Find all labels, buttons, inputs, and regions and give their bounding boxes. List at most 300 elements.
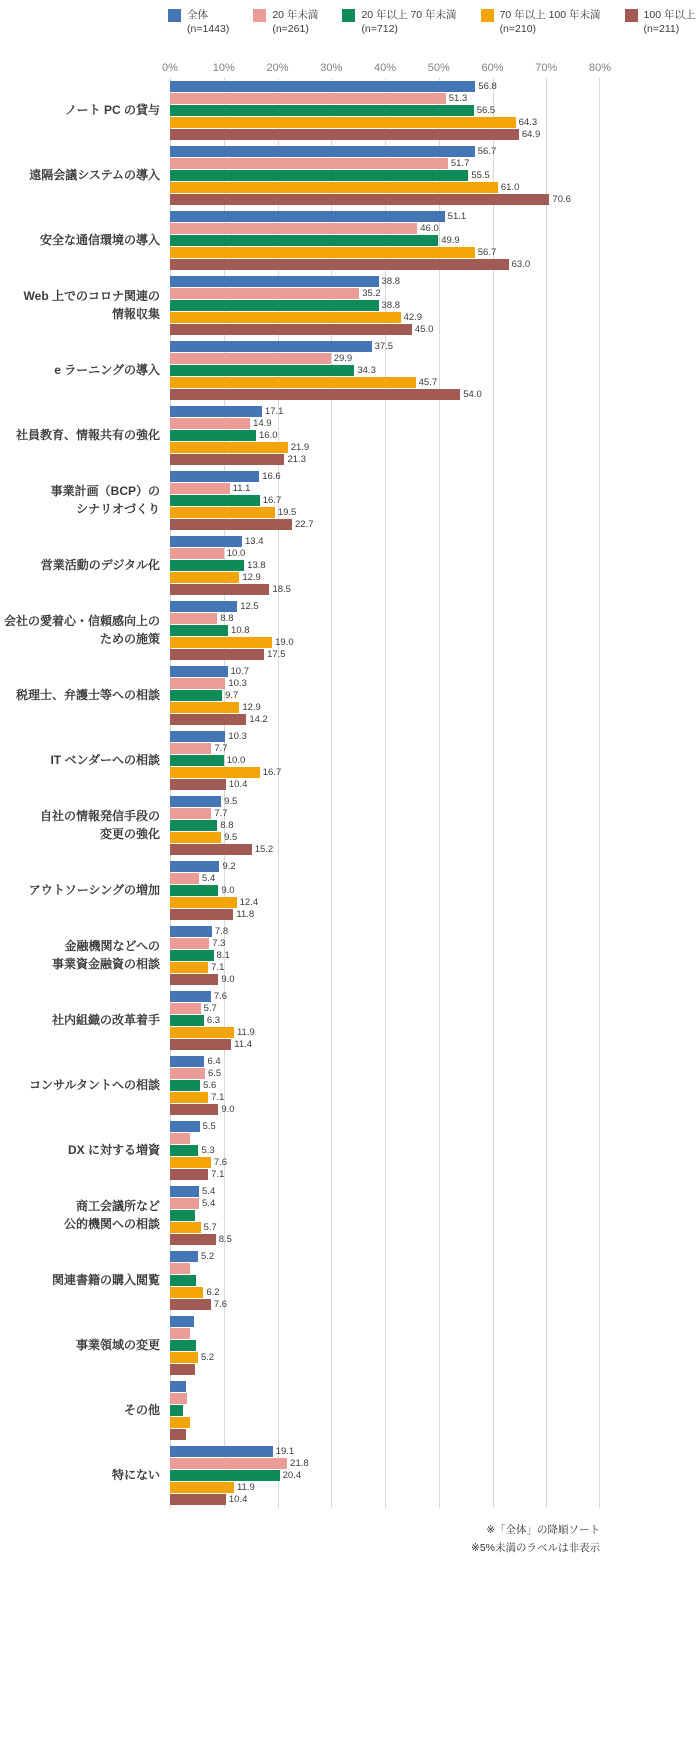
bar-value-label: 19.0 bbox=[275, 636, 294, 648]
bar-group bbox=[170, 796, 600, 856]
bar-value-label: 56.7 bbox=[477, 246, 497, 258]
bar bbox=[170, 1067, 222, 1079]
bar-value-label: 7.6 bbox=[213, 1156, 228, 1168]
category-label bbox=[0, 938, 170, 973]
category-label-line: シナリオづくり bbox=[76, 501, 160, 516]
legend-series-name: 100 年以上 bbox=[643, 9, 696, 21]
bar bbox=[170, 1316, 194, 1327]
bar-value-label: 10.3 bbox=[228, 730, 247, 742]
bar bbox=[170, 1263, 190, 1274]
category-label-line: ための施策 bbox=[99, 631, 160, 646]
bar-value-label: 9.2 bbox=[222, 860, 236, 872]
bar-value-label: 21.8 bbox=[290, 1457, 309, 1469]
bar-group bbox=[170, 81, 600, 141]
bar bbox=[170, 169, 490, 181]
bar-value-label: 5.7 bbox=[203, 1221, 217, 1233]
bar bbox=[170, 222, 439, 234]
bar-value-label: 12.9 bbox=[242, 571, 261, 583]
legend-label bbox=[187, 8, 229, 36]
category-label bbox=[0, 362, 170, 379]
category-label-line: 安全な通信環境の導入 bbox=[39, 233, 160, 248]
bar bbox=[170, 287, 381, 299]
bar-value-label: 6.2 bbox=[206, 1286, 220, 1298]
bar bbox=[170, 145, 497, 157]
chart-row bbox=[0, 468, 700, 533]
category-label-line: 社員教育、情報共有の強化 bbox=[15, 428, 160, 443]
bar-value-label: 14.9 bbox=[253, 417, 272, 429]
bar bbox=[170, 908, 255, 920]
x-axis-tick-label: 0% bbox=[162, 62, 178, 75]
bar bbox=[170, 624, 250, 636]
bar-value-label: 7.1 bbox=[211, 1168, 225, 1180]
bar bbox=[170, 583, 291, 595]
chart-row bbox=[0, 728, 700, 793]
chart-row bbox=[0, 988, 700, 1053]
bar-value-label: 38.8 bbox=[381, 299, 401, 311]
bar-value-label: 18.5 bbox=[272, 583, 291, 595]
category-label-line: e ラーニングの導入 bbox=[54, 363, 160, 378]
bar-value-label: 19.5 bbox=[277, 506, 297, 518]
bar bbox=[170, 323, 434, 335]
bar-value-label: 11.1 bbox=[232, 482, 251, 494]
bar-value-label: 7.7 bbox=[214, 742, 228, 754]
plot-area bbox=[0, 78, 700, 1508]
legend-item bbox=[253, 8, 318, 36]
legend-item bbox=[168, 8, 229, 36]
bar-value-label: 45.7 bbox=[418, 376, 438, 388]
bar bbox=[170, 571, 261, 583]
legend-label bbox=[500, 8, 601, 36]
bar-value-label: 16.7 bbox=[262, 766, 282, 778]
bar bbox=[170, 405, 284, 417]
bar-value-label: 14.2 bbox=[249, 713, 268, 725]
bar-group bbox=[170, 1381, 600, 1441]
bar bbox=[170, 843, 274, 855]
bar bbox=[170, 1103, 235, 1115]
chart-row bbox=[0, 1183, 700, 1248]
bar-value-label: 10.4 bbox=[228, 778, 248, 790]
bar bbox=[170, 193, 571, 205]
x-axis-tick-label: 50% bbox=[427, 62, 450, 75]
bar-value-label: 17.1 bbox=[264, 405, 284, 417]
bar-value-label: 51.1 bbox=[447, 210, 467, 222]
chart-row bbox=[0, 1053, 700, 1118]
bar-value-label: 7.6 bbox=[213, 1298, 228, 1310]
bar bbox=[170, 1393, 187, 1404]
category-label bbox=[0, 1467, 170, 1484]
chart-row bbox=[0, 793, 700, 858]
bar bbox=[170, 1038, 253, 1050]
bar bbox=[170, 778, 248, 790]
bar-value-label: 6.5 bbox=[207, 1067, 222, 1079]
bar-value-label: 56.5 bbox=[476, 104, 496, 116]
chart-rows bbox=[0, 78, 700, 1508]
x-axis-tick-label: 30% bbox=[320, 62, 343, 75]
bar bbox=[170, 1417, 190, 1428]
bar bbox=[170, 1364, 195, 1375]
category-label bbox=[0, 232, 170, 249]
chart-row bbox=[0, 403, 700, 468]
bar bbox=[170, 1286, 220, 1298]
category-label bbox=[0, 752, 170, 769]
bar bbox=[170, 535, 264, 547]
bar bbox=[170, 612, 234, 624]
bar-value-label: 19.1 bbox=[275, 1445, 295, 1457]
bar bbox=[170, 1233, 232, 1245]
bar bbox=[170, 990, 228, 1002]
category-label-line: その他 bbox=[123, 1403, 160, 1418]
bar-value-label: 37.5 bbox=[374, 340, 394, 352]
bar-value-label: 8.8 bbox=[220, 612, 234, 624]
bar bbox=[170, 104, 496, 116]
bar-value-label: 10.7 bbox=[230, 665, 249, 677]
bar bbox=[170, 1445, 295, 1457]
category-label-line: DX に対する増資 bbox=[67, 1143, 160, 1158]
category-label-line: 関連書籍の購入閲覧 bbox=[51, 1273, 160, 1288]
bar-value-label: 17.5 bbox=[267, 648, 286, 660]
bar bbox=[170, 831, 238, 843]
bar-value-label: 46.0 bbox=[420, 222, 439, 234]
bar bbox=[170, 1079, 217, 1091]
bar-value-label: 5.2 bbox=[200, 1351, 215, 1363]
category-label bbox=[0, 808, 170, 843]
bar-value-label: 13.4 bbox=[245, 535, 264, 547]
bar bbox=[170, 1144, 215, 1156]
bar bbox=[170, 559, 266, 571]
bar-value-label: 10.3 bbox=[228, 677, 247, 689]
category-label-line: 事業領域の変更 bbox=[75, 1338, 160, 1353]
bar-group bbox=[170, 276, 600, 336]
bar-value-label: 5.3 bbox=[201, 1144, 215, 1156]
bar-value-label: 7.3 bbox=[212, 937, 226, 949]
legend-item bbox=[625, 8, 696, 36]
bar-group bbox=[170, 1316, 600, 1376]
category-label bbox=[0, 1198, 170, 1233]
bar bbox=[170, 1328, 190, 1339]
bar-value-label: 16.0 bbox=[259, 429, 278, 441]
bar-value-label: 11.9 bbox=[236, 1026, 255, 1038]
bar bbox=[170, 677, 247, 689]
bar bbox=[170, 925, 229, 937]
bar-value-label: 35.2 bbox=[362, 287, 381, 299]
bar bbox=[170, 600, 259, 612]
bar bbox=[170, 1298, 228, 1310]
bar-value-label: 10.4 bbox=[228, 1493, 248, 1505]
chart-row bbox=[0, 208, 700, 273]
bar bbox=[170, 1055, 221, 1067]
bar-group bbox=[170, 211, 600, 271]
legend-label bbox=[272, 8, 318, 36]
bar-value-label: 13.8 bbox=[247, 559, 266, 571]
bar-group bbox=[170, 861, 600, 921]
bar bbox=[170, 701, 261, 713]
bar bbox=[170, 1210, 195, 1221]
bar-group bbox=[170, 1251, 600, 1311]
bar-value-label: 9.0 bbox=[221, 973, 235, 985]
chart-row bbox=[0, 858, 700, 923]
bar bbox=[170, 388, 482, 400]
legend-swatch bbox=[481, 9, 494, 22]
chart-row bbox=[0, 338, 700, 403]
bar bbox=[170, 766, 282, 778]
category-label-line: 公的機関への相談 bbox=[63, 1216, 160, 1231]
bar bbox=[170, 376, 438, 388]
bar-value-label: 64.3 bbox=[518, 116, 538, 128]
bar-value-label: 29.9 bbox=[333, 352, 353, 364]
category-label-line: IT ベンダーへの相談 bbox=[50, 753, 160, 768]
bar bbox=[170, 547, 246, 559]
category-label-line: アウトソーシングの増加 bbox=[28, 883, 160, 898]
bar bbox=[170, 1405, 183, 1416]
category-label-line: 営業活動のデジタル化 bbox=[40, 558, 160, 573]
bar-value-label: 56.8 bbox=[478, 80, 497, 92]
bar-value-label: 49.9 bbox=[441, 234, 460, 246]
x-axis-tick-label: 10% bbox=[212, 62, 235, 75]
bar-value-label: 64.9 bbox=[521, 128, 541, 140]
category-label-line: 事業計画（BCP）の bbox=[50, 484, 160, 499]
bar-group bbox=[170, 471, 600, 531]
chart-row bbox=[0, 533, 700, 598]
bar bbox=[170, 352, 353, 364]
chart-row bbox=[0, 1118, 700, 1183]
category-label-line: 事業資金融資の相談 bbox=[51, 956, 160, 971]
bar bbox=[170, 648, 286, 660]
bar-value-label: 10.0 bbox=[226, 547, 246, 559]
category-label bbox=[0, 483, 170, 518]
bar-value-label: 15.2 bbox=[254, 843, 274, 855]
bar-value-label: 56.7 bbox=[477, 145, 497, 157]
bar-value-label: 22.7 bbox=[295, 518, 314, 530]
bar bbox=[170, 80, 497, 92]
bar-value-label: 16.6 bbox=[262, 470, 281, 482]
category-label-line: コンサルタントへの相談 bbox=[29, 1078, 160, 1093]
chart-row bbox=[0, 273, 700, 338]
bar bbox=[170, 1197, 216, 1209]
bar bbox=[170, 234, 460, 246]
bar bbox=[170, 275, 401, 287]
bar bbox=[170, 1429, 186, 1440]
bar-value-label: 6.4 bbox=[207, 1055, 221, 1067]
bar-group bbox=[170, 146, 600, 206]
bar bbox=[170, 210, 467, 222]
legend-series-n: (n=211) bbox=[643, 23, 680, 36]
bar-value-label: 6.3 bbox=[206, 1014, 221, 1026]
bar-value-label: 5.7 bbox=[203, 1002, 217, 1014]
x-axis-tick-label: 80% bbox=[588, 62, 612, 75]
bar bbox=[170, 937, 226, 949]
chart-row bbox=[0, 1248, 700, 1313]
bar-value-label: 12.5 bbox=[240, 600, 259, 612]
bar bbox=[170, 1185, 216, 1197]
legend-series-name: 全体 bbox=[187, 9, 208, 21]
bar-value-label: 70.6 bbox=[552, 193, 571, 205]
bar-value-label: 5.6 bbox=[203, 1079, 217, 1091]
bar bbox=[170, 742, 228, 754]
footnote-label-threshold: ※5%未満のラベルは非表示 bbox=[471, 1542, 600, 1555]
bar bbox=[170, 884, 235, 896]
bar bbox=[170, 417, 272, 429]
legend-swatch bbox=[625, 9, 638, 22]
bar-value-label: 63.0 bbox=[511, 258, 531, 270]
legend-label bbox=[644, 8, 696, 36]
category-label-line: 自社の情報発信手段の bbox=[39, 809, 160, 824]
bar-value-label: 10.0 bbox=[226, 754, 246, 766]
bar bbox=[170, 429, 278, 441]
bar-value-label: 10.8 bbox=[231, 624, 250, 636]
footnote-sort-order: ※「全体」の降順ソート bbox=[486, 1524, 600, 1537]
bar bbox=[170, 1340, 196, 1351]
legend-item bbox=[481, 8, 601, 36]
legend-series-n: (n=1443) bbox=[187, 23, 230, 36]
bar bbox=[170, 453, 306, 465]
legend-swatch bbox=[168, 9, 181, 22]
bar-group bbox=[170, 1121, 600, 1181]
bar-value-label: 5.5 bbox=[202, 1120, 216, 1132]
bar-value-label: 12.4 bbox=[239, 896, 259, 908]
bar bbox=[170, 819, 234, 831]
bar bbox=[170, 1091, 225, 1103]
category-label bbox=[0, 1402, 170, 1419]
x-axis-tick-label: 70% bbox=[535, 62, 558, 75]
category-label bbox=[0, 1337, 170, 1354]
bar bbox=[170, 128, 541, 140]
bar bbox=[170, 518, 314, 530]
bar bbox=[170, 494, 282, 506]
bar bbox=[170, 1493, 248, 1505]
category-label bbox=[0, 1077, 170, 1094]
bar-value-label: 42.9 bbox=[403, 311, 423, 323]
bar bbox=[170, 754, 246, 766]
bar bbox=[170, 311, 423, 323]
bar bbox=[170, 1156, 228, 1168]
bar bbox=[170, 246, 497, 258]
bar-group bbox=[170, 1056, 600, 1116]
bar bbox=[170, 689, 239, 701]
bar-group bbox=[170, 991, 600, 1051]
category-label bbox=[0, 102, 170, 119]
chart-row bbox=[0, 1443, 700, 1508]
bar bbox=[170, 441, 310, 453]
bar bbox=[170, 896, 259, 908]
bar bbox=[170, 961, 225, 973]
bar bbox=[170, 1381, 186, 1392]
chart-row bbox=[0, 663, 700, 728]
bar bbox=[170, 116, 538, 128]
bar bbox=[170, 258, 531, 270]
bar bbox=[170, 299, 401, 311]
bar bbox=[170, 1469, 302, 1481]
bar-group bbox=[170, 536, 600, 596]
bar bbox=[170, 949, 230, 961]
bar bbox=[170, 340, 394, 352]
bar-value-label: 61.0 bbox=[500, 181, 520, 193]
category-label bbox=[0, 167, 170, 184]
bar bbox=[170, 482, 251, 494]
chart-row bbox=[0, 78, 700, 143]
legend-series-name: 20 年以上 70 年未満 bbox=[361, 9, 457, 21]
bar bbox=[170, 157, 470, 169]
legend-series-n: (n=210) bbox=[499, 23, 537, 36]
bar-group bbox=[170, 1446, 600, 1506]
bar bbox=[170, 1351, 215, 1363]
bar-value-label: 54.0 bbox=[463, 388, 482, 400]
bar-value-label: 8.1 bbox=[216, 949, 230, 961]
bar-value-label: 9.5 bbox=[224, 795, 238, 807]
bar bbox=[170, 860, 236, 872]
category-label bbox=[0, 427, 170, 444]
bar-value-label: 7.6 bbox=[213, 990, 228, 1002]
bar-value-label: 21.3 bbox=[287, 453, 306, 465]
bar bbox=[170, 1026, 255, 1038]
bar bbox=[170, 973, 235, 985]
bar-group bbox=[170, 926, 600, 986]
bar bbox=[170, 1250, 215, 1262]
bar bbox=[170, 1168, 225, 1180]
category-label-line: 商工会議所など bbox=[75, 1199, 160, 1214]
bar bbox=[170, 181, 520, 193]
category-label-line: 変更の強化 bbox=[99, 826, 160, 841]
category-label bbox=[0, 882, 170, 899]
category-label-line: ノート PC の貸与 bbox=[65, 103, 160, 118]
bar bbox=[170, 1221, 217, 1233]
bar-value-label: 38.8 bbox=[381, 275, 401, 287]
bar bbox=[170, 1014, 221, 1026]
bar-value-label: 8.8 bbox=[220, 819, 234, 831]
legend-swatch bbox=[253, 9, 266, 22]
category-label bbox=[0, 687, 170, 704]
bar-value-label: 55.5 bbox=[471, 169, 490, 181]
x-axis-tick-label: 20% bbox=[266, 62, 289, 75]
bar bbox=[170, 1133, 190, 1144]
category-label bbox=[0, 613, 170, 648]
legend-series-name: 20 年未満 bbox=[272, 9, 319, 21]
chart-row bbox=[0, 923, 700, 988]
legend bbox=[168, 8, 700, 36]
bar-value-label: 9.7 bbox=[225, 689, 239, 701]
bar-value-label: 5.2 bbox=[200, 1250, 215, 1262]
chart-row bbox=[0, 143, 700, 208]
bar-group bbox=[170, 601, 600, 661]
bar-value-label: 51.3 bbox=[448, 92, 468, 104]
legend-swatch bbox=[342, 9, 355, 22]
x-axis-tick-label: 60% bbox=[481, 62, 504, 75]
x-axis bbox=[162, 56, 612, 75]
bar-value-label: 5.4 bbox=[202, 872, 216, 884]
bar-group bbox=[170, 666, 600, 726]
bar-value-label: 9.0 bbox=[221, 884, 235, 896]
bar-group bbox=[170, 731, 600, 791]
chart-row bbox=[0, 598, 700, 663]
bar bbox=[170, 1120, 216, 1132]
bar bbox=[170, 730, 247, 742]
bar-value-label: 11.8 bbox=[236, 908, 255, 920]
bar-value-label: 7.8 bbox=[214, 925, 229, 937]
category-label-line: Web 上でのコロナ関連の bbox=[23, 289, 160, 304]
legend-label bbox=[361, 8, 456, 36]
bar bbox=[170, 636, 294, 648]
x-axis-tick-label: 40% bbox=[373, 62, 397, 75]
category-label bbox=[0, 1272, 170, 1289]
category-label-line: 遠隔会議システムの導入 bbox=[29, 168, 160, 183]
category-label bbox=[0, 288, 170, 323]
category-label bbox=[0, 1142, 170, 1159]
bar-value-label: 20.4 bbox=[282, 1469, 302, 1481]
bar-value-label: 9.5 bbox=[224, 831, 238, 843]
bar-value-label: 7.7 bbox=[214, 807, 228, 819]
category-label bbox=[0, 1012, 170, 1029]
bar-value-label: 16.7 bbox=[262, 494, 282, 506]
bar-value-label: 7.1 bbox=[211, 1091, 225, 1103]
